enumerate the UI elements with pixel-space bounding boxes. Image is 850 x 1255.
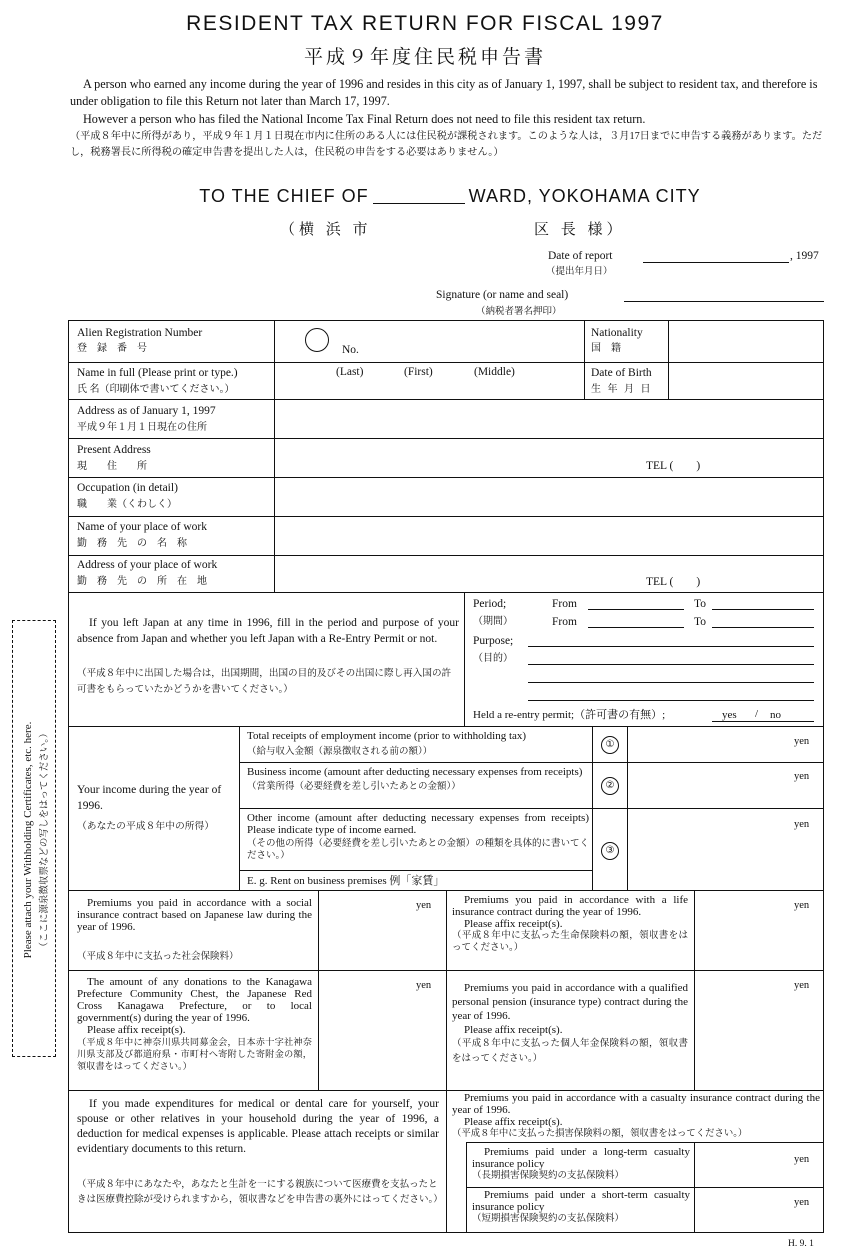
inc3-example: E. g. Rent on business premises 例「家賃」 <box>247 875 445 887</box>
reentry-yes[interactable]: yes <box>722 709 737 721</box>
occupation-label: Occupation (in detail) 職 業（くわしく） <box>77 482 178 510</box>
occupation-field[interactable] <box>276 480 822 514</box>
absence-text: If you left Japan at any time in 1996, fill in the period and purpose of your absence from Japan and whether you left Japan with a Re-Entry Permit or not. <box>77 617 459 645</box>
donation-amount[interactable] <box>320 995 444 1087</box>
work-name-label: Name of your place of work 勤 務 先 の 名 称 <box>77 521 207 549</box>
short-term-amount[interactable] <box>696 1210 822 1230</box>
yen-donation: yen <box>416 980 432 991</box>
attach-text-jp: （ここに源泉徴収票などの写しをはってください。） <box>40 728 50 952</box>
present-addr-field[interactable] <box>276 441 636 475</box>
work-addr-field[interactable] <box>276 557 636 590</box>
date-field[interactable] <box>643 262 789 263</box>
absence-jp: （平成８年中に出国した場合は，出国期間，出国の目的及びその出国に際し再入国の許可書をもらっていたかどうかを書いてください。） <box>77 668 452 695</box>
long-term-label: Premiums paid under a long-term casualty insurance policy （長期損害保険契約の支払保険料） <box>472 1146 690 1181</box>
nationality-field[interactable] <box>670 322 822 360</box>
chief-jp-left: （横 浜 市 <box>280 222 372 238</box>
reentry-underline <box>712 721 814 722</box>
work-name-field[interactable] <box>276 519 822 553</box>
period-jp: （期間） <box>473 616 513 627</box>
inc2-label: Business income (amount after deducting necessary expenses from receipts) （営業所得（必要経費を差し引いたあとの金額）） <box>247 766 583 792</box>
from-label-1: From <box>552 598 577 610</box>
income-jp: （あなたの平成８年中の所得） <box>77 821 215 832</box>
signature-field[interactable] <box>624 301 824 302</box>
life-label: Premiums you paid in accordance with a life insurance contract during the year of 1996. Please affix receipt(s). （平成８年中に支払った生命保険料の額，領収書をはってください。） <box>452 894 688 953</box>
medical-jp: （平成８年中にあなたや，あなたと生計を一にする親族について医療費を支払ったときは医療費控除が受けられますから，領収書などを申告書の裏外にはってください。） <box>77 1180 443 1205</box>
date-label: Date of report <box>548 250 613 262</box>
chief-jp-right: 区 長 様） <box>534 222 626 238</box>
yen-short-term: yen <box>794 1197 810 1208</box>
purpose-label: Purpose; <box>473 635 514 647</box>
yen-life: yen <box>794 900 810 911</box>
intro-en-2: However a person who has filed the National Income Tax Final Return does not need to file this resident tax return. <box>83 112 646 126</box>
num-1: ① <box>601 736 619 754</box>
present-addr-label: Present Address 現 住 所 <box>77 444 151 472</box>
yen-social: yen <box>416 900 432 911</box>
yen-long-term: yen <box>794 1154 810 1165</box>
addr-jan-field[interactable] <box>276 402 822 436</box>
purpose-field-4[interactable] <box>528 700 814 701</box>
from-label-2: From <box>552 616 577 628</box>
pension-amount[interactable] <box>696 995 822 1087</box>
to-field-1[interactable] <box>712 609 814 610</box>
life-amount[interactable] <box>696 915 822 967</box>
date-label-jp: （提出年月日） <box>546 267 613 277</box>
chief-right: WARD, YOKOHAMA CITY <box>468 186 701 206</box>
present-tel-label: TEL ( ) <box>646 460 701 472</box>
to-label-2: To <box>694 616 706 628</box>
donation-label: The amount of any donations to the Kanagawa Prefecture Community Chest, the Japanese Red Cross Kanagawa Prefecture, or to local government(s) during the year of 1996. Please affix receipt(s). （平成８年中に神奈川県共同募金会，日本赤十字社神奈川県支部及び都道府県・市町村へ寄附した寄附金の額，領収書をはってください。） <box>77 976 312 1071</box>
to-label-1: To <box>694 598 706 610</box>
intro-en-1: A person who earned any income during the year of 1996 and resides in this city as of January 1, 1997, shall be subject to resident tax, and therefore is under obligation to file this Return not later than March 17, 1997. <box>70 77 818 108</box>
short-term-label: Premiums paid under a short-term casualty insurance policy （短期損害保険契約の支払保険料） <box>472 1189 690 1224</box>
inc1-amount[interactable] <box>629 728 789 760</box>
addr-jan-label: Address as of January 1, 1997 平成９年１月１日現在の住所 <box>77 405 216 433</box>
inc3-label: Other income (amount after deducting necessary expenses from receipts) Please indicate type of income earned. （その他の所得（必要経費を差し引いたあとの金額）の種類を具体的に書いてください。） <box>247 812 590 861</box>
attach-text-en: Please attach your Withholding Certificates, etc. here. <box>22 721 34 959</box>
inc2-amount[interactable] <box>629 764 789 806</box>
date-year: , 1997 <box>790 250 819 262</box>
alien-reg-label: Alien Registration Number 登 録 番 号 <box>77 327 203 354</box>
name-label: Name in full (Please print or type.) 氏 名（印刷体で書いてください。） <box>77 367 238 395</box>
num-3: ③ <box>601 842 619 860</box>
no-label: No. <box>342 344 359 356</box>
chief-left: TO THE CHIEF OF <box>199 186 369 206</box>
long-term-amount[interactable] <box>696 1166 822 1186</box>
inc3-amount[interactable] <box>629 810 789 888</box>
intro-jp: （平成８年中に所得があり，平成９年１月１日現在市内に住所のある人には住民税が課税されます。このような人は，３月17日までに申告する義務があります。ただし，税務署長に所得税の確定申告書を提出した人は，住民税の申告をする必要はありません。） <box>70 131 823 158</box>
to-field-2[interactable] <box>712 627 814 628</box>
yen-inc1: yen <box>794 736 810 747</box>
medical-label: If you made expenditures for medical or dental care for yourself, your spouse or other relatives in your household during the year of 1996, a deduction for medical expenses is applicable. Please attach receipts or similar evidentiary documents to this return. <box>77 1098 439 1155</box>
purpose-jp: （目的） <box>473 653 513 664</box>
purpose-field-2[interactable] <box>528 664 814 665</box>
period-label: Period; <box>473 598 507 610</box>
purpose-field-3[interactable] <box>528 682 814 683</box>
work-tel-label: TEL ( ) <box>646 576 701 588</box>
name-field[interactable] <box>276 378 582 398</box>
reentry-slash: / <box>755 708 759 720</box>
nationality-label: Nationality 国 籍 <box>591 327 643 354</box>
registration-circle <box>305 328 329 352</box>
from-field-1[interactable] <box>588 609 684 610</box>
ward-blank[interactable] <box>373 187 465 204</box>
signature-label: Signature (or name and seal) <box>436 289 569 301</box>
middle-label: (Middle) <box>474 366 515 378</box>
inc1-label: Total receipts of employment income (prior to withholding tax) （給与収入金額（源泉徴収される前の額）） <box>247 730 527 757</box>
yen-pension: yen <box>794 980 810 991</box>
reentry-no[interactable]: no <box>770 709 781 721</box>
alien-reg-field[interactable] <box>360 330 580 358</box>
last-label: (Last) <box>336 366 364 378</box>
work-addr-label: Address of your place of work 勤 務 先 の 所 在 地 <box>77 559 218 587</box>
num-2: ② <box>601 777 619 795</box>
dob-label: Date of Birth 生 年 月 日 <box>591 367 653 395</box>
casualty-label: Premiums you paid in accordance with a casualty insurance contract during the year of 1996. Please affix receipt(s). （平成８年中に支払った損害保険料の額，領収書をはってください。） <box>452 1092 820 1139</box>
pension-label: Premiums you paid in accordance with a qualified personal pension (insurance type) contract during the year of 1996. Please affix receipt(s). （平成８年中に支払った個人年金保険料の額，領収書をはってください。） <box>452 982 688 1064</box>
from-field-2[interactable] <box>588 627 684 628</box>
social-jp: （平成８年中に支払った社会保険料） <box>77 952 239 962</box>
social-label: Premiums you paid in accordance with a social insurance contract based on Japanese law during the year of 1996. <box>77 897 312 933</box>
intro-text <box>70 76 830 161</box>
dob-field[interactable] <box>670 364 822 398</box>
form-code: H. 9. 1 <box>788 1239 814 1249</box>
yen-inc2: yen <box>794 771 810 782</box>
yen-inc3: yen <box>794 819 810 830</box>
signature-label-jp: （納税者署名押印） <box>476 307 562 317</box>
social-amount[interactable] <box>320 915 444 967</box>
reentry-label: Held a re-entry permit;（許可書の有無）; <box>473 709 666 721</box>
chief-line <box>0 186 850 207</box>
form-title-jp: 平成９年度住民税申告書 <box>303 47 546 68</box>
income-label: Your income during the year of 1996. <box>77 784 222 812</box>
first-label: (First) <box>404 366 433 378</box>
form-title: RESIDENT TAX RETURN FOR FISCAL 1997 <box>186 12 664 35</box>
purpose-field-1[interactable] <box>528 646 814 647</box>
